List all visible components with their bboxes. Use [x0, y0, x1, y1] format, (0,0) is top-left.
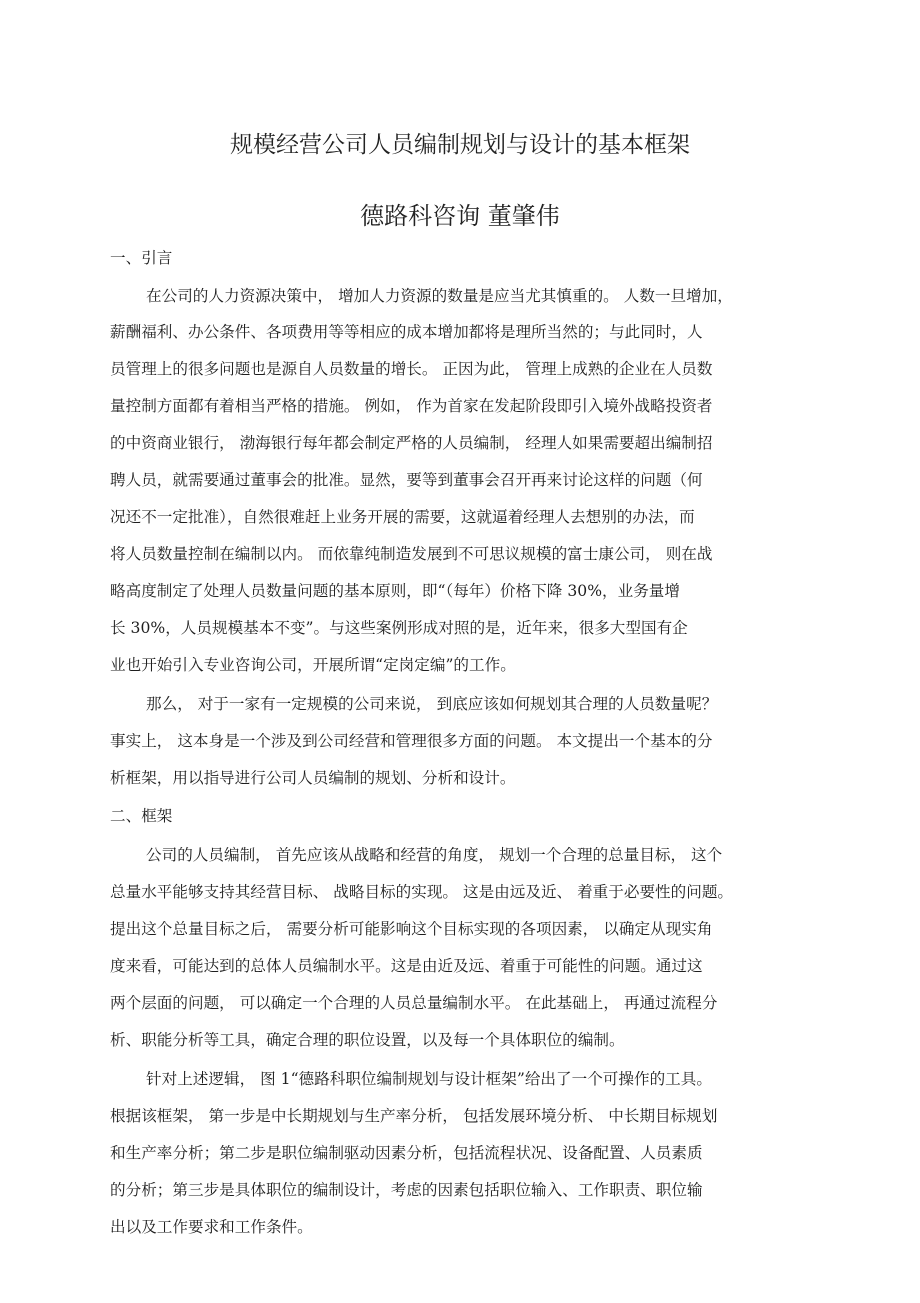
paragraph-line: 那么， 对于一家有一定规模的公司来说， 到底应该如何规划其合理的人员数量呢？ — [146, 695, 718, 713]
paragraph-line: 的分析；第三步是具体职位的编制设计，考虑的因素包括职位输入、工作职责、职位输 — [110, 1181, 703, 1199]
paragraph-line: 量控制方面都有着相当严格的措施。 例如， 作为首家在发起阶段即引入境外战略投资者 — [110, 397, 713, 415]
paragraph-line: 公司的人员编制， 首先应该从战略和经营的角度， 规划一个合理的总量目标， 这个 — [146, 846, 723, 864]
paragraph-line: 在公司的人力资源决策中， 增加人力资源的数量是应当尤其慎重的。 人数一旦增加， — [146, 287, 733, 305]
paragraph-line: 聘人员，就需要通过董事会的批准。显然，要等到董事会召开再来讨论这样的问题（何 — [110, 471, 703, 489]
paragraph-line: 薪酬福利、办公条件、各项费用等等相应的成本增加都将是理所当然的；与此同时，人 — [110, 323, 703, 341]
document-title: 规模经营公司人员编制规划与设计的基本框架 — [230, 132, 690, 158]
paragraph-line: 员管理上的很多问题也是源自人员数量的增长。 正因为此， 管理上成熟的企业在人员数 — [110, 360, 713, 378]
paragraph-line: 的中资商业银行， 渤海银行每年都会制定严格的人员编制， 经理人如果需要超出编制招 — [110, 434, 713, 452]
paragraph-line: 两个层面的问题， 可以确定一个合理的人员总量编制水平。 在此基础上， 再通过流程分 — [110, 994, 718, 1012]
paragraph-line: 况还不一定批准），自然很难赶上业务开展的需要，这就逼着经理人去想别的办法，而 — [110, 508, 695, 526]
paragraph-line: 事实上， 这本身是一个涉及到公司经营和管理很多方面的问题。 本文提出一个基本的分 — [110, 732, 713, 750]
paragraph-line: 和生产率分析；第二步是职位编制驱动因素分析，包括流程状况、设备配置、人员素质 — [110, 1144, 703, 1162]
paragraph-line: 长 30%，人员规模基本不变”。与这些案例形成对照的是，近年来，很多大型国有企 — [110, 619, 688, 637]
paragraph-line: 总量水平能够支持其经营目标、 战略目标的实现。 这是由远及近、 着重于必要性的问题。 — [110, 883, 734, 901]
paragraph-line: 析框架，用以指导进行公司人员编制的规划、分析和设计。 — [110, 769, 516, 787]
paragraph-line: 析、职能分析等工具，确定合理的职位设置，以及每一个具体职位的编制。 — [110, 1031, 625, 1049]
paragraph-line: 出以及工作要求和工作条件。 — [110, 1218, 313, 1236]
paragraph-line: 根据该框架， 第一步是中长期规划与生产率分析， 包括发展环境分析、 中长期目标规划 — [110, 1107, 718, 1125]
section-heading-framework: 二、框架 — [110, 807, 173, 825]
paragraph-line: 略高度制定了处理人员数量问题的基本原则，即“（每年）价格下降 30%，业务量增 — [110, 582, 680, 600]
paragraph-line: 针对上述逻辑， 图 1“德路科职位编制规划与设计框架”给出了一个可操作的工具。 — [146, 1070, 712, 1088]
paragraph-line: 将人员数量控制在编制以内。 而依靠纯制造发展到不可思议规模的富士康公司， 则在战 — [110, 545, 713, 563]
document-author: 德路科咨询 董肇伟 — [360, 202, 560, 230]
paragraph-line: 业也开始引入专业咨询公司，开展所谓“定岗定编”的工作。 — [110, 656, 516, 674]
section-heading-intro: 一、引言 — [110, 249, 173, 267]
paragraph-line: 提出这个总量目标之后， 需要分析可能影响这个目标实现的各项因素， 以确定从现实角 — [110, 920, 713, 938]
paragraph-line: 度来看，可能达到的总体人员编制水平。这是由近及远、着重于可能性的问题。通过这 — [110, 957, 703, 975]
